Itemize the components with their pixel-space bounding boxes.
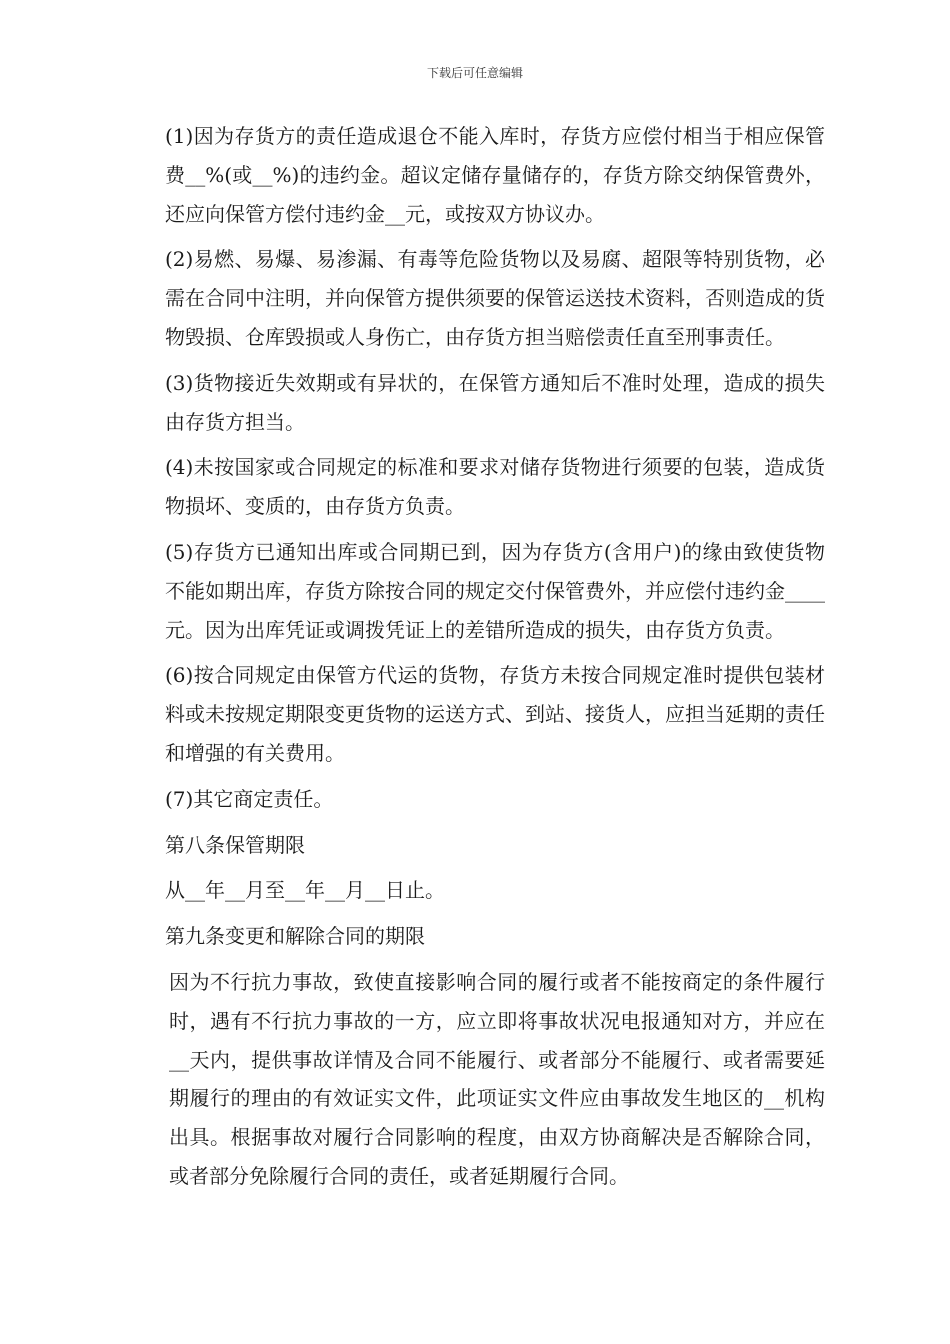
- page-header: 下载后可任意编辑: [426, 66, 523, 80]
- article-9-heading: 第九条变更和解除合同的期限: [165, 924, 425, 949]
- article-8-heading: 第八条保管期限: [165, 832, 305, 857]
- clause-3-paragraph: (3)货物接近失效期或有异状的，在保管方通知后不准时处理，造成的损失由存货方担当。: [165, 370, 825, 434]
- clause-5-paragraph: (5)存货方已通知出库或合同期已到，因为存货方(含用户)的缘由致使货物不能如期出库，存货方除按合同的规定交付保管费外，并应偿付违约金____元。因为出库凭证或调拨凭证上的差错所造成的损失，由存货方负责。: [165, 539, 825, 642]
- clause-7-paragraph: (7)其它商定责任。: [165, 786, 334, 811]
- clause-1-paragraph: (1)因为存货方的责任造成退仓不能入库时，存货方应偿付相当于相应保管费__%(或__%)的违约金。超议定储存量储存的，存货方除交纳保管费外，还应向保管方偿付违约金__元，或按双方协议办。: [165, 124, 825, 226]
- clause-2-paragraph: (2)易燃、易爆、易渗漏、有毒等危险货物以及易腐、超限等特别货物，必需在合同中注明，并向保管方提供须要的保管运送技术资料，否则造成的货物毁损、仓库毁损或人身伤亡，由存货方担当赔偿责任直至刑事责任。: [165, 247, 825, 349]
- clause-6-paragraph: (6)按合同规定由保管方代运的货物，存货方未按合同规定准时提供包装材料或未按规定期限变更货物的运送方式、到站、接货人，应担当延期的责任和增强的有关费用。: [165, 663, 825, 765]
- clause-4-paragraph: (4)未按国家或合同规定的标准和要求对储存货物进行须要的包装，造成货物损坏、变质的，由存货方负责。: [165, 455, 825, 519]
- force-majeure-paragraph: 因为不行抗力事故，致使直接影响合同的履行或者不能按商定的条件履行时，遇有不行抗力事故的一方，应立即将事故状况电报通知对方，并应在__天内，提供事故详情及合同不能履行、或者部分不能履行、或者需要延期履行的理由的有效证实文件，此项证实文件应由事故发生地区的__机构出具。根据事故对履行合同影响的程度，由双方协商解决是否解除合同，或者部分免除履行合同的责任，或者延期履行合同。: [169, 969, 825, 1188]
- document-body: [145, 117, 825, 1203]
- storage-period-line: 从__年__月至__年__月__日止。: [165, 878, 445, 903]
